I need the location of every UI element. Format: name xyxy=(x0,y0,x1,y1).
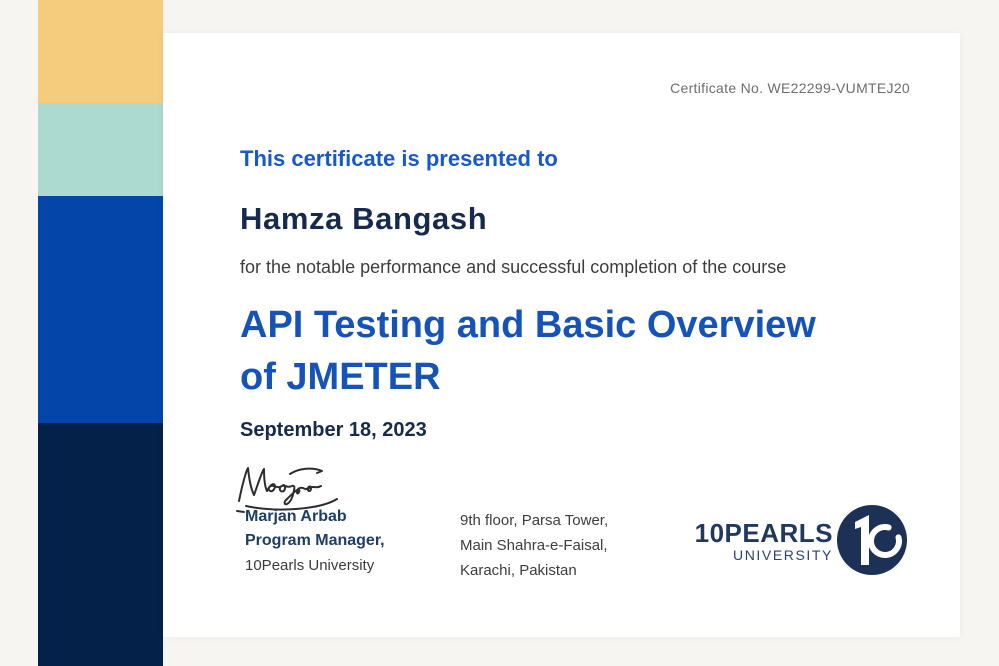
address-line-2: Main Shahra-e-Faisal, xyxy=(460,537,608,554)
university-logo-text xyxy=(683,520,833,563)
recipient-name: Hamza Bangash xyxy=(240,201,488,236)
logo-badge-icon xyxy=(836,504,908,576)
accent-bar-blue xyxy=(38,196,163,423)
handwritten-signature-icon xyxy=(233,456,358,514)
address-block xyxy=(460,508,608,583)
certificate-card xyxy=(163,33,960,637)
accent-bar-yellow xyxy=(38,0,163,103)
certificate-number: Certificate No. WE22299-VUMTEJ20 xyxy=(670,80,910,96)
signer-organization: 10Pearls University xyxy=(245,557,375,574)
logo-wordmark: 10PEARLS xyxy=(694,518,833,548)
address-line-1: 9th floor, Parsa Tower, xyxy=(460,512,609,529)
accent-bar-mint xyxy=(38,103,163,196)
completion-subtitle: for the notable performance and successful completion of the course xyxy=(240,257,787,277)
logo-subtext: UNIVERSITY xyxy=(732,547,833,563)
accent-bar-navy xyxy=(38,423,163,666)
completion-date: September 18, 2023 xyxy=(240,419,427,441)
course-title: API Testing and Basic Overview of JMETER xyxy=(240,304,816,398)
presented-heading: This certificate is presented to xyxy=(240,146,558,171)
address-line-3: Karachi, Pakistan xyxy=(460,562,577,579)
accent-bar-column xyxy=(38,0,163,666)
signer-name: Marjan Arbab xyxy=(245,508,347,525)
signer-title: Program Manager, xyxy=(245,532,385,549)
